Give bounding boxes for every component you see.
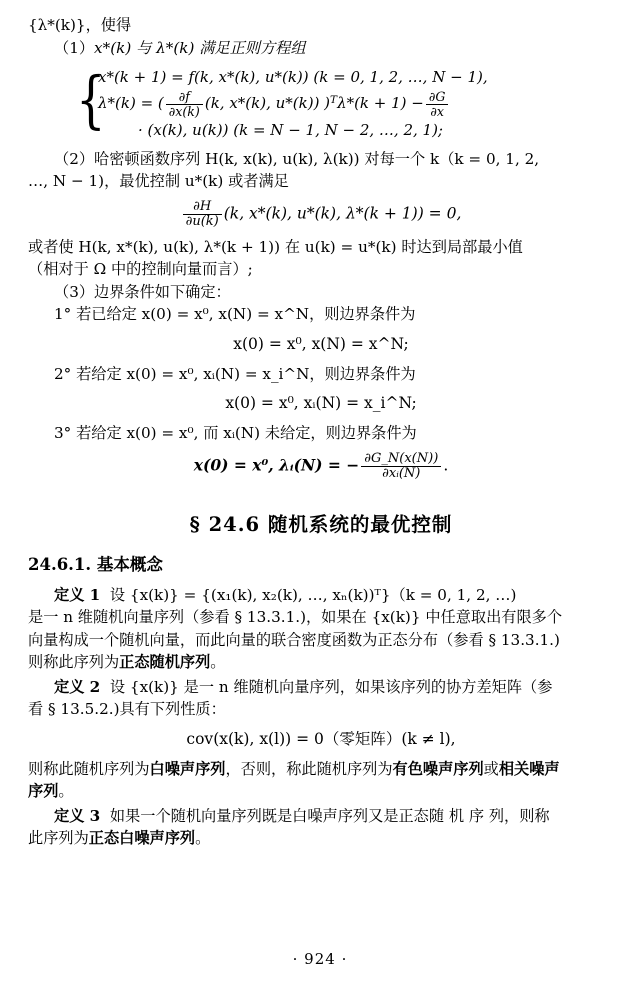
definition-1-line-2: 是一 n 维随机向量序列（参看 § 13.3.1.)，如果在 {x(k)} 中任意取出有限多个 bbox=[28, 608, 563, 627]
case-2: 2° 若给定 x(0) = x⁰, xᵢ(N) = x_i^N，则边界条件为 bbox=[54, 364, 416, 383]
definition-1-line-1 bbox=[28, 584, 614, 607]
correlated-noise-term: 相关噪声 bbox=[498, 759, 560, 778]
normal-random-sequence-term: 正态随机序列 bbox=[119, 653, 211, 672]
item-3-text: 边界条件如下确定： bbox=[94, 282, 231, 301]
frac-num: ∂H bbox=[193, 198, 212, 214]
definition-1-text-4a: 则称此序列为 bbox=[28, 653, 120, 672]
definition-2-text-3e: 或 bbox=[483, 759, 499, 778]
section-title: § 24.6 随机系统的最优控制 bbox=[189, 512, 453, 536]
definition-2-text-3c: ，否则，称此随机序列为 bbox=[225, 759, 393, 778]
brace-lines bbox=[98, 65, 614, 144]
case-2-equation: x(0) = x⁰, xᵢ(N) = x_i^N; bbox=[225, 394, 417, 413]
definition-1 bbox=[28, 584, 614, 674]
definition-3-text-1: 如果一个随机向量序列既是白噪声序列又是正态随 机 序 列，则称 bbox=[109, 806, 550, 825]
case-3-equation bbox=[28, 452, 614, 481]
definition-2-line-3 bbox=[28, 758, 614, 781]
brace-line-2 bbox=[98, 90, 614, 118]
line-top: {λ*(k)}，使得 bbox=[28, 16, 132, 34]
definition-2-text-1: 设 {x(k)} 是一 n 维随机向量序列，如果该序列的协方差矩阵（参 bbox=[109, 677, 553, 696]
item-3-label: （3） bbox=[54, 282, 95, 301]
hamiltonian-derivative-equation bbox=[28, 200, 614, 229]
definition-1-line-4 bbox=[28, 651, 614, 674]
case-1: 1° 若已给定 x(0) = x⁰, x(N) = x^N，则边界条件为 bbox=[54, 305, 416, 324]
definition-3-line-1 bbox=[28, 805, 614, 828]
white-noise-sequence-term: 白噪声序列 bbox=[149, 759, 226, 778]
item-1-text: x*(k) 与 λ*(k) 满足正则方程组 bbox=[94, 38, 306, 57]
frac-den: ∂x(k) bbox=[166, 104, 203, 119]
left-brace-glyph: { bbox=[76, 63, 106, 136]
case-3-lhs: x(0) = x⁰, λᵢ(N) = − bbox=[193, 455, 360, 475]
covariance-equation: cov(x(k), x(l)) = 0（零矩阵）(k ≠ l), bbox=[186, 729, 456, 748]
definition-2-line-4 bbox=[28, 780, 614, 803]
definition-2-text-3a: 则称此随机序列为 bbox=[28, 759, 150, 778]
brace-line-2b: (k, x*(k), u*(k)) ) bbox=[204, 94, 331, 113]
case-1-equation: x(0) = x⁰, x(N) = x^N; bbox=[233, 334, 409, 353]
brace-line-1: x*(k + 1) = f(k, x*(k), u*(k)) (k = 0, 1, 2, …, N − 1), bbox=[98, 68, 488, 86]
normal-white-noise-sequence-term: 正态白噪声序列 bbox=[88, 829, 196, 848]
frac-num: ∂f bbox=[178, 89, 190, 105]
partial-GN-partial-xi-fraction bbox=[361, 452, 441, 481]
equation-rest: (k, x*(k), u*(k), λ*(k + 1)) = 0, bbox=[223, 204, 462, 223]
item-1-label: （1） bbox=[54, 38, 95, 57]
definition-2 bbox=[28, 676, 614, 803]
subsection-title: 24.6.1. 基本概念 bbox=[28, 555, 163, 575]
brace-line-2c: λ*(k + 1) − bbox=[337, 94, 424, 113]
case-3: 3° 若给定 x(0) = x⁰, 而 xᵢ(N) 未给定，则边界条件为 bbox=[54, 424, 417, 443]
partial-H-partial-u-fraction bbox=[183, 200, 222, 229]
para-or-1: 或者使 H(k, x*(k), u(k), λ*(k + 1)) 在 u(k) = u*(k) 时达到局部最小值 bbox=[28, 237, 523, 256]
brace-line-3: · (x(k), u(k)) (k = N − 1, N − 2, …, 2, 1); bbox=[138, 121, 443, 140]
correlated-noise-term-cont: 序列 bbox=[28, 782, 59, 801]
case-3-period: . bbox=[443, 456, 449, 475]
para-or-2: （相对于 Ω 中的控制向量而言）; bbox=[28, 260, 253, 279]
transpose-exponent: T bbox=[330, 94, 338, 107]
definition-2-period: 。 bbox=[58, 782, 74, 801]
normal-equations-block bbox=[28, 65, 614, 144]
partial-G-partial-x-fraction bbox=[426, 90, 449, 118]
item-1 bbox=[28, 37, 614, 60]
colored-noise-sequence-term: 有色噪声序列 bbox=[392, 759, 484, 778]
definition-2-line-1 bbox=[28, 676, 614, 699]
item-2-text: 哈密顿函数序列 H(k, x(k), u(k), λ(k)) 对每一个 k（k = 0, 1, 2, bbox=[94, 149, 540, 168]
definition-3 bbox=[28, 805, 614, 850]
definition-1-text-1: 设 {x(k)} = {(x₁(k), x₂(k), …, xₙ(k))ᵀ}（k = 0, 1, 2, …) bbox=[109, 585, 517, 604]
frac-num: ∂G_N(x(N)) bbox=[364, 450, 439, 466]
definition-3-label: 定义 3 bbox=[54, 806, 101, 825]
definition-3-line-2 bbox=[28, 827, 614, 850]
item-2-cont: …, N − 1)，最优控制 u*(k) 或者满足 bbox=[28, 172, 289, 191]
brace-line-2a: λ*(k) = ( bbox=[98, 94, 164, 113]
frac2-num: ∂G bbox=[428, 89, 446, 105]
definition-2-line-2: 看 § 13.5.2.)具有下列性质： bbox=[28, 700, 226, 719]
definition-1-line-3: 向量构成一个随机向量，而此向量的联合密度函数为正态分布（参看 § 13.3.1.) bbox=[28, 630, 560, 649]
frac-den: ∂u(k) bbox=[183, 214, 222, 229]
frac2-den: ∂x bbox=[426, 104, 449, 119]
definition-1-label: 定义 1 bbox=[54, 585, 101, 604]
definition-1-text-4c: 。 bbox=[210, 653, 226, 672]
partial-f-partial-x-fraction bbox=[166, 90, 203, 118]
item-3 bbox=[28, 281, 614, 304]
frac-den: ∂xᵢ(N) bbox=[361, 466, 441, 481]
definition-2-label: 定义 2 bbox=[54, 677, 101, 696]
item-2-label: （2） bbox=[54, 149, 95, 168]
page-number: · 924 · bbox=[292, 950, 348, 968]
page-body bbox=[28, 14, 614, 852]
definition-3-text-2a: 此序列为 bbox=[28, 829, 89, 848]
definition-3-period: 。 bbox=[195, 829, 211, 848]
item-2 bbox=[28, 148, 614, 171]
